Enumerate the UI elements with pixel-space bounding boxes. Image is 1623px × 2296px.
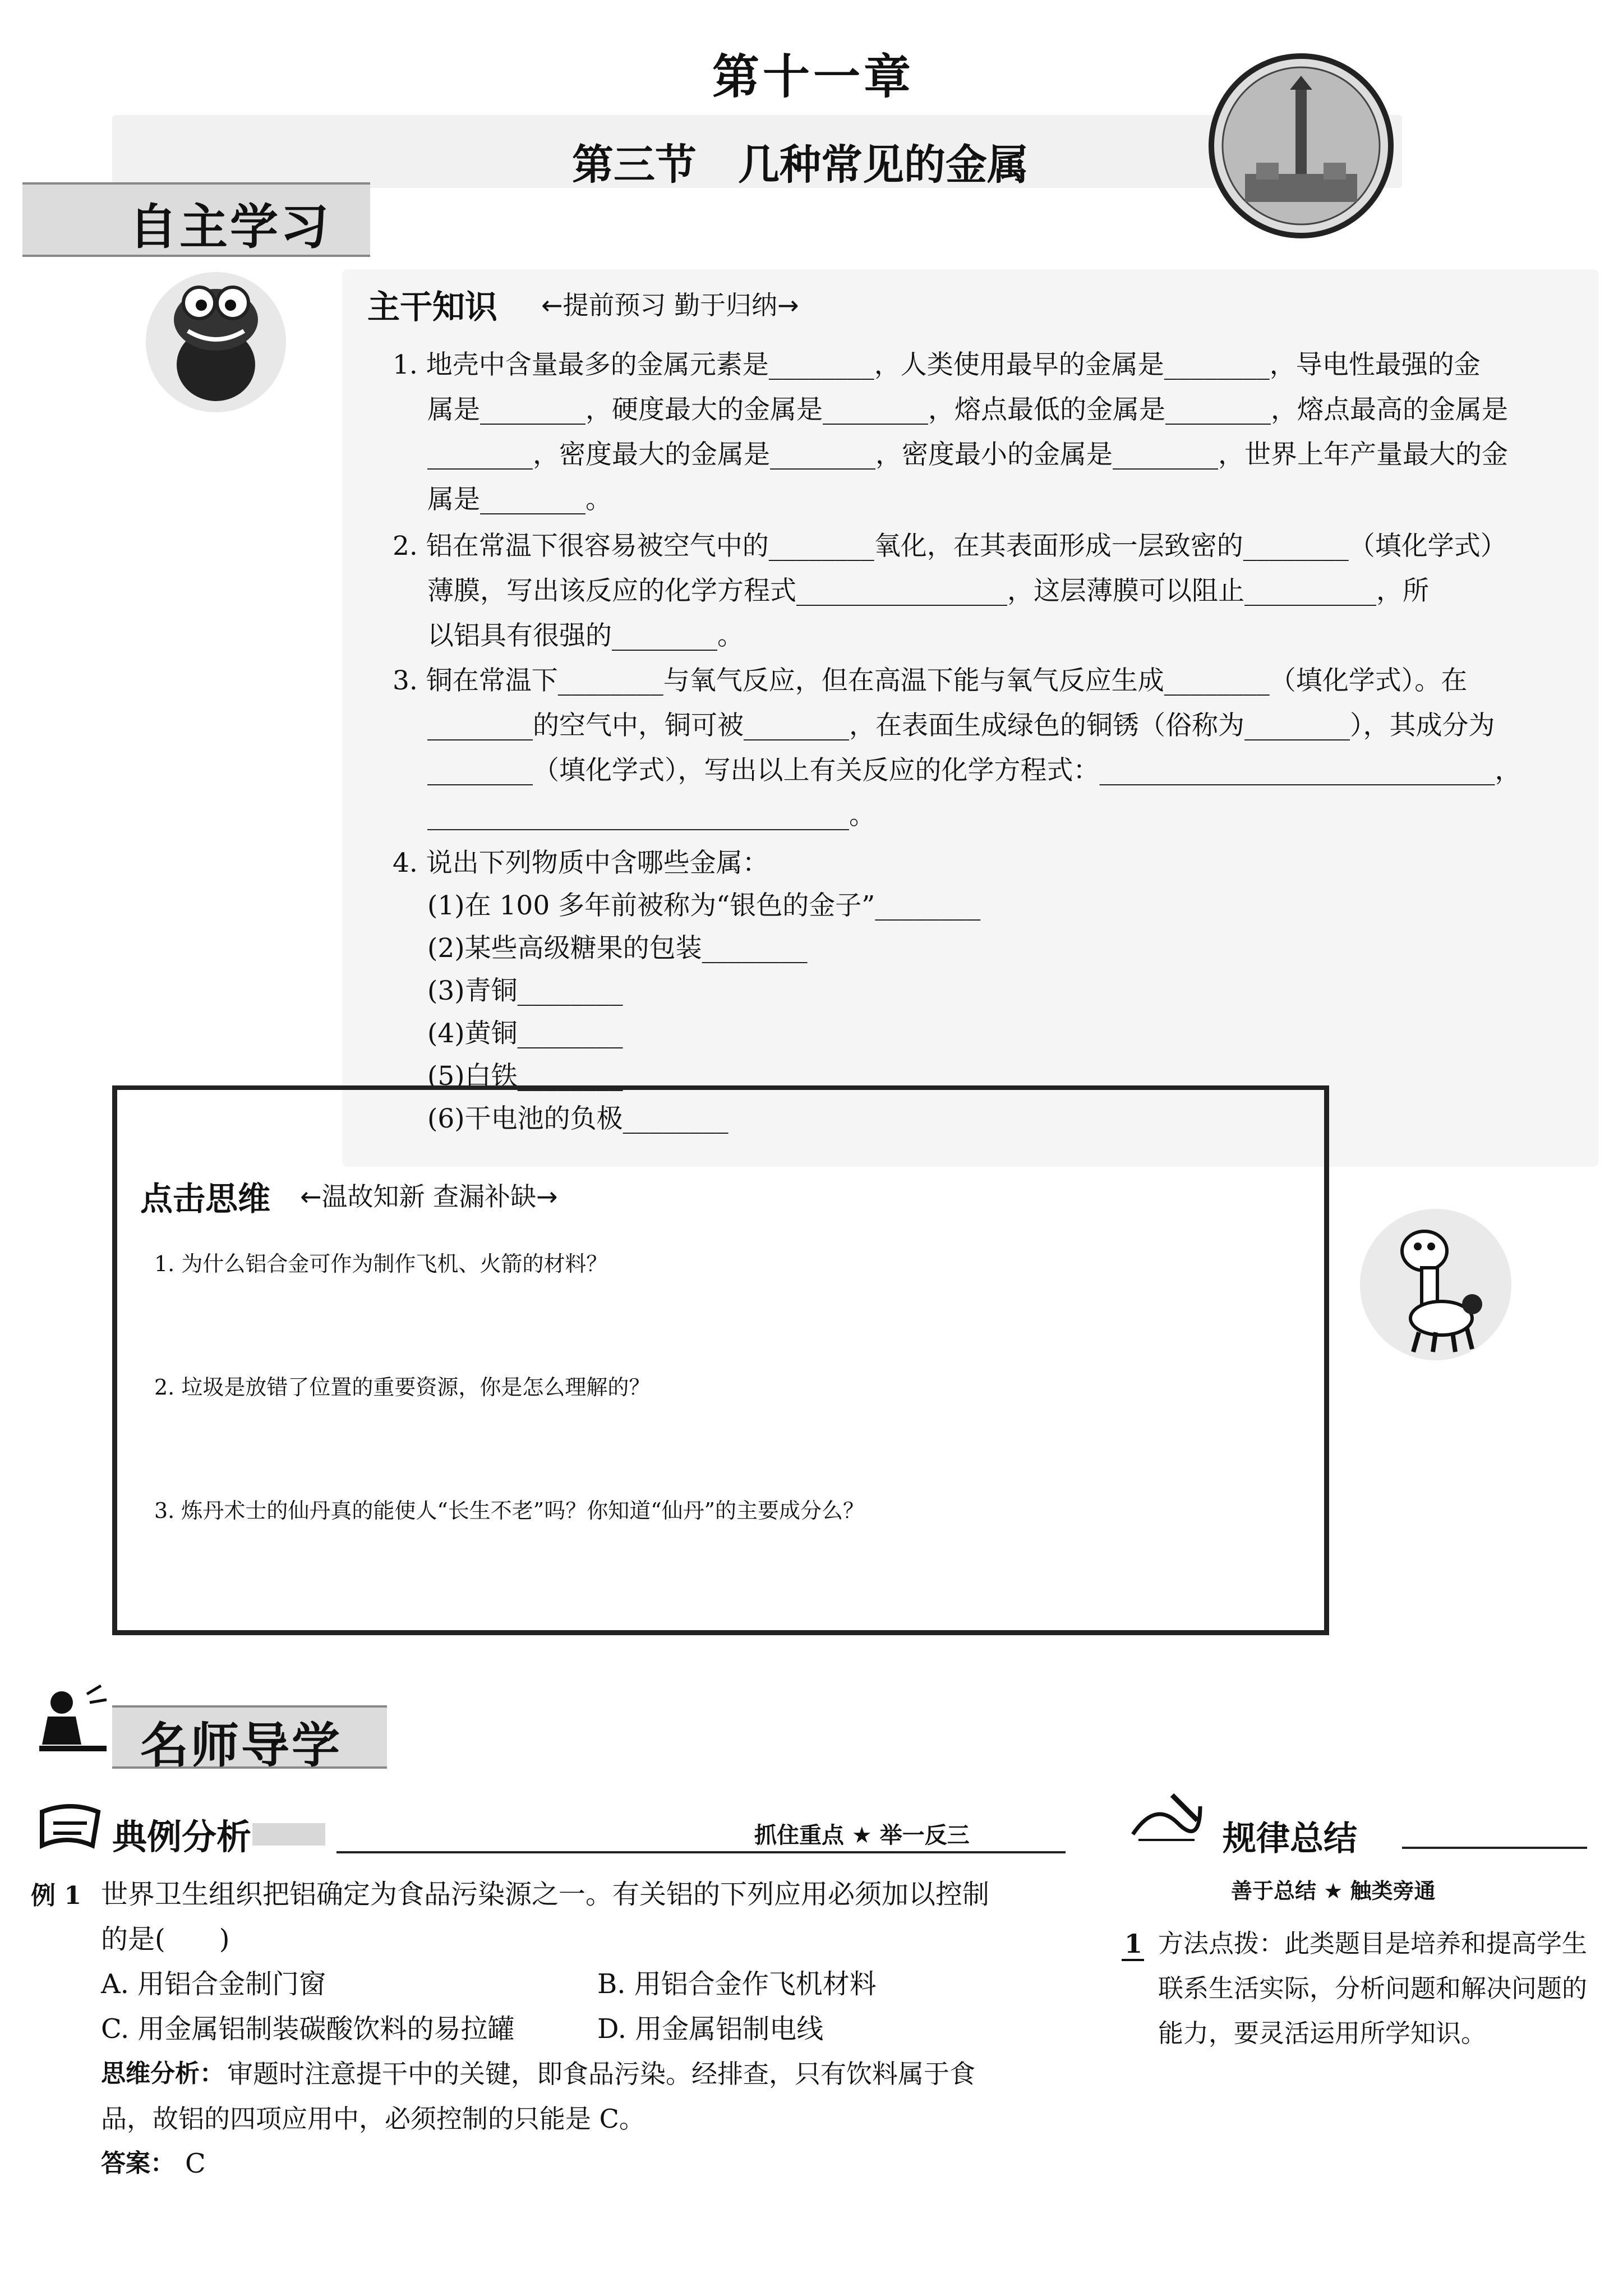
teacher-icon bbox=[34, 1683, 112, 1761]
pen-scroll-icon bbox=[36, 1801, 109, 1857]
pen-writing-icon bbox=[1127, 1789, 1206, 1846]
analysis-label: 思维分析： bbox=[101, 2059, 224, 2088]
answer-value: C bbox=[185, 2148, 206, 2179]
answer-label: 答案： bbox=[101, 2149, 175, 2178]
q2-line-3: 以铝具有很强的________。 bbox=[427, 620, 744, 651]
thinking-box bbox=[112, 1085, 1329, 1635]
q3-line-1: 3. 铜在常温下________与氧气反应，但在高温下能与氧气反应生成________（填化学式）。在 bbox=[393, 665, 1468, 696]
monument-emblem-icon bbox=[1206, 50, 1396, 241]
example-tag: 抓住重点 ★ 举一反三 bbox=[754, 1823, 970, 1848]
giraffe-mascot-icon bbox=[1357, 1206, 1514, 1363]
thinking-title: 点击思维 bbox=[140, 1180, 271, 1218]
q1-line-1: 1. 地壳中含量最多的金属元素是________，人类使用最早的金属是________，导电性最强的金 bbox=[393, 349, 1481, 380]
q1-line-3: ________，密度最大的金属是________，密度最小的金属是________，世界上年产量最大的金 bbox=[427, 439, 1508, 470]
example-title: 典例分析 bbox=[112, 1816, 252, 1857]
option-c: C. 用金属铝制装碳酸饮料的易拉罐 bbox=[101, 2013, 515, 2045]
option-a: A. 用铝合金制门窗 bbox=[101, 1968, 326, 2000]
rule-line-1: 方法点拨：此类题目是培养和提高学生 bbox=[1158, 1929, 1588, 1958]
q3-line-3: ________（填化学式），写出以上有关反应的化学方程式：______________________________， bbox=[427, 755, 1521, 786]
q4-item-5: (5)白铁________ bbox=[427, 1061, 623, 1092]
teacher-banner-label: 名师导学 bbox=[140, 1718, 342, 1774]
example-label: 例 1 bbox=[31, 1881, 81, 1910]
chapter-title: 第十一章 bbox=[712, 49, 914, 104]
analysis-line-1: 审题时注意提干中的关键，即食品污染。经排查，只有饮料属于食 bbox=[227, 2059, 975, 2089]
q1-line-4: 属是________。 bbox=[427, 484, 612, 515]
q4-item-3: (3)青铜________ bbox=[427, 976, 623, 1006]
rule-title: 规律总结 bbox=[1223, 1819, 1357, 1858]
thinking-question-1: 1. 为什么铝合金可作为制作飞机、火箭的材料？ bbox=[154, 1251, 608, 1276]
thinking-question-2: 2. 垃圾是放错了位置的重要资源，你是怎么理解的？ bbox=[154, 1375, 651, 1400]
q1-line-2: 属是________，硬度最大的金属是________，熔点最低的金属是________，熔点最高的金属是 bbox=[427, 394, 1508, 425]
analysis-line-2: 品，故铝的四项应用中，必须控制的只能是 C。 bbox=[101, 2104, 645, 2134]
section-title: 第三节 几种常见的金属 bbox=[572, 141, 1029, 189]
q4-item-1: (1)在 100 多年前被称为“银色的金子”________ bbox=[427, 890, 981, 921]
thinking-question-3: 3. 炼丹术士的仙丹真的能使人“长生不老”吗？你知道“仙丹”的主要成分么？ bbox=[154, 1498, 865, 1523]
example-stem-1: 世界卫生组织把铝确定为食品污染源之一。有关铝的下列应用必须加以控制 bbox=[101, 1879, 990, 1910]
main-knowledge-title: 主干知识 bbox=[367, 288, 498, 326]
rule-line-2: 联系生活实际，分析问题和解决问题的 bbox=[1158, 1973, 1588, 2003]
example-rule bbox=[336, 1851, 1066, 1853]
main-knowledge-note: ←提前预习 勤于归纳→ bbox=[541, 290, 799, 320]
q4-item-6: (6)干电池的负极________ bbox=[427, 1103, 728, 1134]
q2-line-1: 2. 铝在常温下很容易被空气中的________氧化，在其表面形成一层致密的________（填化学式） bbox=[393, 531, 1507, 562]
example-stem-2: 的是( ) bbox=[101, 1924, 230, 1955]
rule-number: 1 bbox=[1124, 1929, 1143, 1959]
q4-item-2: (2)某些高级糖果的包装________ bbox=[427, 933, 808, 964]
rule-line-3: 能力，要灵活运用所学知识。 bbox=[1158, 2018, 1487, 2048]
q4-stem: 4. 说出下列物质中含哪些金属： bbox=[393, 848, 769, 878]
self-study-banner-label: 自主学习 bbox=[129, 199, 331, 255]
thinking-note: ←温故知新 查漏补缺→ bbox=[300, 1181, 558, 1212]
q4-item-4: (4)黄铜________ bbox=[427, 1018, 623, 1049]
q3-line-4: ________________________________。 bbox=[427, 800, 875, 831]
frog-mascot-icon bbox=[143, 269, 289, 415]
example-title-shade bbox=[252, 1823, 325, 1846]
q2-line-2: 薄膜，写出该反应的化学方程式________________，这层薄膜可以阻止__________，所 bbox=[427, 576, 1429, 606]
rule-number-underline bbox=[1122, 1959, 1144, 1961]
rule-rule bbox=[1402, 1847, 1587, 1849]
rule-tag: 善于总结 ★ 触类旁通 bbox=[1231, 1879, 1436, 1903]
option-d: D. 用金属铝制电线 bbox=[597, 2013, 824, 2045]
q3-line-2: ________的空气中，铜可被________，在表面生成绿色的铜锈（俗称为________），其成分为 bbox=[427, 710, 1495, 741]
option-b: B. 用铝合金作飞机材料 bbox=[597, 1968, 877, 2000]
